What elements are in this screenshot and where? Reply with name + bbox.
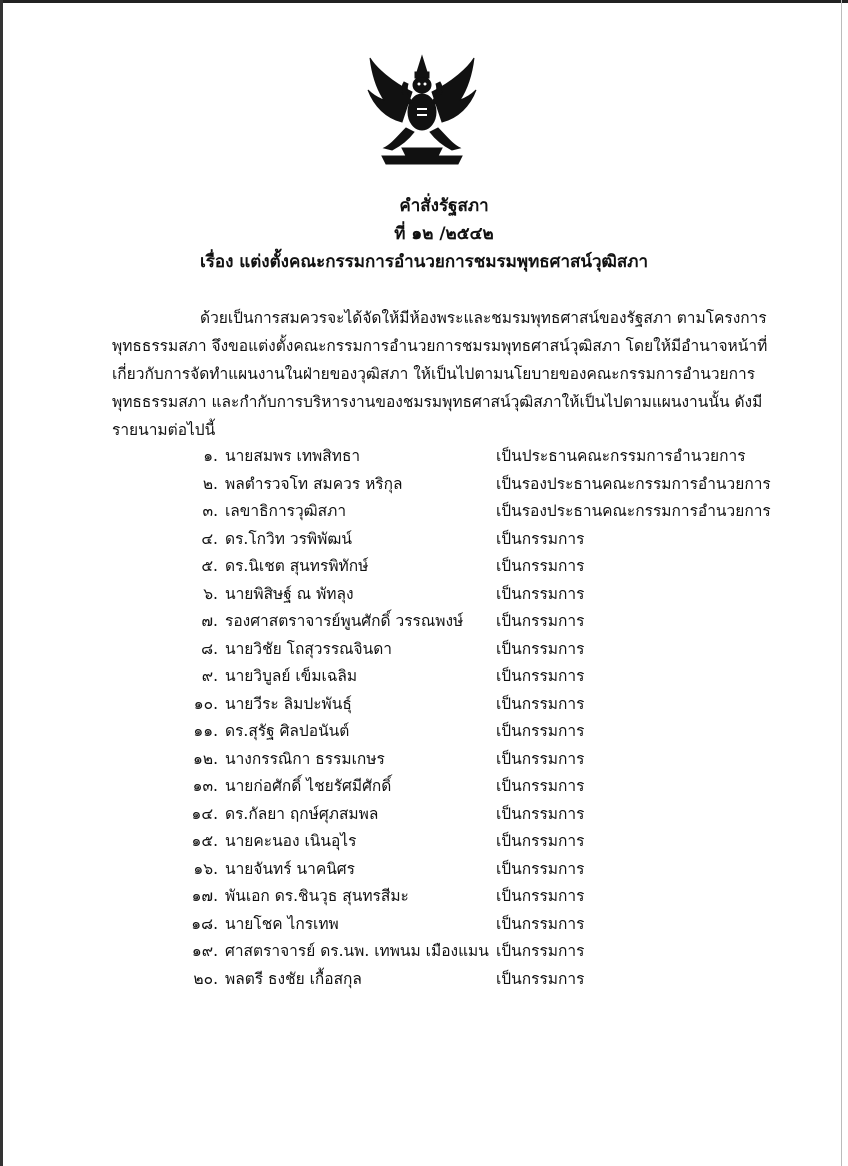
member-number: ๑๒. [193,749,218,768]
member-number: ๑๐. [193,694,218,713]
member-number: ๑๘. [191,914,218,933]
member-row [0,883,848,911]
member-name: นายจันทร์ นาคนิศร [225,859,355,878]
member-position: เป็นกรรมการ [496,639,585,658]
member-row [0,636,848,664]
member-row [0,581,848,609]
member-position: เป็นกรรมการ [496,832,585,850]
member-name: นายก่อศักดิ์ ไชยรัศมีศักดิ์ [225,777,392,795]
member-name: เลขาธิการวุฒิสภา [225,502,347,520]
member-number: ๕. [201,557,218,575]
member-position: เป็นกรรมการ [496,694,585,713]
paragraph-line: รายนามต่อไปนี้ [112,421,216,439]
member-name: ดร.กัลยา ฤกษ์ศุภสมพล [225,804,379,823]
member-position: เป็นกรรมการ [496,722,585,740]
paragraph-line: พุทธธรรมสภา และกำกับการบริหารงานของชมรมพุทธศาสน์วุฒิสภาให้เป็นไปตามแผนงานนั้น ดังมี [112,393,763,411]
member-name: นายคะนอง เนินอุไร [225,832,357,850]
member-number: ๑๔. [191,804,218,823]
document-number: ที่ ๑๒ /๒๕๔๒ [394,224,494,244]
member-name: ศาสตราจารย์ ดร.นพ. เทพนม เมืองแมน [225,942,489,960]
member-row [0,498,848,526]
member-name: นายวีระ ลิมปะพันธุ์ [225,694,352,713]
member-position: เป็นประธานคณะกรรมการอำนวยการ [496,447,746,465]
member-position: เป็นกรรมการ [496,887,585,905]
paragraph-line: พุทธธรรมสภา จึงขอแต่งตั้งคณะกรรมการอำนวยการชมรมพุทธศาสน์วุฒิสภา โดยให้มีอำนาจหน้าที่ [112,337,768,355]
member-number: ๙. [201,667,218,685]
member-number: ๑๕. [191,832,218,850]
member-number: ๓. [202,502,218,520]
member-number: ๑๙. [191,942,218,960]
member-position: เป็นกรรมการ [496,942,585,960]
member-row [0,443,848,471]
member-name: นายวิบูลย์ เข็มเฉลิม [225,667,358,685]
member-row [0,773,848,801]
member-position: เป็นกรรมการ [496,529,585,548]
document-subject: เรื่อง แต่งตั้งคณะกรรมการอำนวยการชมรมพุทธศาสน์วุฒิสภา [199,252,649,272]
member-name: พลตรี ธงชัย เกื้อสกุล [225,969,362,988]
member-position: เป็นกรรมการ [496,749,585,768]
member-row [0,526,848,554]
document-heading: คำสั่งรัฐสภา [399,196,489,216]
member-row [0,691,848,719]
member-row [0,828,848,856]
member-position: เป็นกรรมการ [496,557,585,575]
member-row [0,471,848,499]
paragraph-line: ด้วยเป็นการสมควรจะได้จัดให้มีห้องพระและชมรมพุทธศาสน์ของรัฐสภา ตามโครงการ [200,309,767,327]
garuda-emblem-icon [362,52,482,170]
member-name: ดร.นิเชต สุนทรพิทักษ์ [225,557,369,575]
member-number: ๖. [203,584,218,603]
member-row [0,553,848,581]
member-position: เป็นกรรมการ [496,914,585,933]
member-name: รองศาสตราจารย์พูนศักดิ์ วรรณพงษ์ [225,612,464,630]
member-name: ดร.โกวิท วรพิพัฒน์ [225,529,352,548]
member-row [0,608,848,636]
member-name: พลตำรวจโท สมควร หริกุล [225,474,403,493]
member-number: ๗. [201,612,218,630]
member-row [0,938,848,966]
member-list [0,443,848,993]
member-position: เป็นกรรมการ [496,859,585,878]
member-position: เป็นกรรมการ [496,584,585,603]
member-position: เป็นรองประธานคณะกรรมการอำนวยการ [496,502,771,520]
member-name: นายวิชัย โถสุวรรณจินดา [225,639,392,658]
member-name: นางกรรณิกา ธรรมเกษร [225,749,385,768]
member-row [0,663,848,691]
member-number: ๔. [201,529,218,548]
member-number: ๘. [201,639,218,658]
member-row [0,718,848,746]
member-number: ๒๐. [193,969,218,988]
member-name: นายพิสิษฐ์ ณ พัทลุง [225,584,354,603]
member-position: เป็นกรรมการ [496,667,585,685]
member-position: เป็นกรรมการ [496,804,585,823]
member-position: เป็นกรรมการ [496,612,585,630]
member-row [0,856,848,884]
member-row [0,966,848,994]
member-position: เป็นกรรมการ [496,777,585,795]
member-position: เป็นรองประธานคณะกรรมการอำนวยการ [496,474,771,493]
member-name: นายสมพร เทพสิทธา [225,447,361,465]
member-position: เป็นกรรมการ [496,969,585,988]
scan-edge-top [0,0,848,3]
member-name: พันเอก ดร.ชินวุธ สุนทรสีมะ [225,887,409,905]
member-number: ๑๗. [191,887,218,905]
member-row [0,801,848,829]
member-number: ๒. [202,474,218,493]
member-row [0,911,848,939]
member-number: ๑๖. [193,859,218,878]
member-name: ดร.สุรัฐ ศิลปอนันต์ [225,722,350,740]
member-number: ๑๓. [192,777,218,795]
paragraph-line: เกี่ยวกับการจัดทำแผนงานในฝ่ายของวุฒิสภา ให้เป็นไปตามนโยบายของคณะกรรมการอำนวยการ [112,365,756,383]
member-row [0,746,848,774]
member-number: ๑. [203,447,218,465]
member-number: ๑๑. [193,722,218,740]
member-name: นายโชค ไกรเทพ [225,914,339,933]
